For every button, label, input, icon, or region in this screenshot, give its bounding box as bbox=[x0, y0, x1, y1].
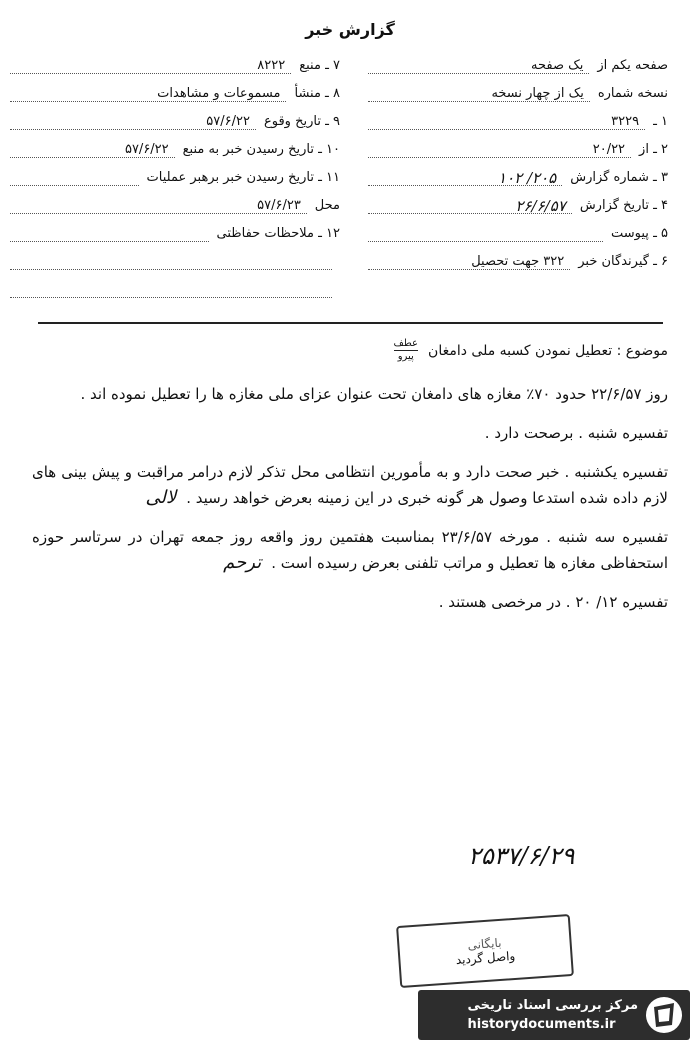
field-value: ۳۲۲ جهت تحصیل bbox=[368, 255, 570, 270]
field-label: ۱۰ ـ تاریخ رسیدن خبر به منبع bbox=[182, 142, 340, 157]
paragraph-text: تفسیره ۱۲/ ۲۰ . در مرخصی هستند . bbox=[438, 593, 668, 611]
header-right-row bbox=[368, 164, 668, 192]
field-label: ۱۲ ـ ملاحظات حفاظتی bbox=[216, 226, 340, 241]
report-paragraph bbox=[32, 590, 668, 615]
subject-line: موضوع : تعطیل نمودن کسبه ملی دامغان $\frac{\text{عطف}}{\text{پیرو}}$ bbox=[393, 338, 668, 362]
field-value bbox=[368, 227, 603, 242]
field-label: ۷ ـ منبع bbox=[299, 58, 340, 73]
header-left-row bbox=[10, 52, 340, 80]
field-label: ۸ ـ منشأ bbox=[294, 86, 340, 101]
report-paragraph bbox=[32, 382, 668, 407]
subject-text: تعطیل نمودن کسبه ملی دامغان bbox=[428, 342, 613, 359]
reference-top: عطف bbox=[393, 338, 419, 349]
header-left-row bbox=[10, 80, 340, 108]
archive-watermark bbox=[418, 990, 690, 1040]
header-right-row bbox=[368, 108, 668, 136]
document-title: گزارش خبر bbox=[305, 20, 395, 39]
handwritten-note: لالی bbox=[145, 487, 177, 508]
report-paragraph bbox=[32, 460, 668, 511]
field-label: ۵ ـ پیوست bbox=[611, 226, 668, 241]
report-paragraph bbox=[32, 525, 668, 576]
field-value bbox=[10, 227, 209, 242]
reference-fraction bbox=[394, 338, 419, 363]
field-value: ۳۲۲۹ bbox=[368, 115, 645, 130]
header-divider bbox=[38, 322, 663, 324]
header-left-row bbox=[10, 108, 340, 136]
header-right-row bbox=[368, 248, 668, 276]
header-left-row bbox=[10, 192, 340, 220]
field-label: نسخه شماره bbox=[597, 86, 668, 101]
header-right-row bbox=[368, 52, 668, 80]
subject-label: موضوع bbox=[625, 342, 668, 359]
header-left-row bbox=[10, 136, 340, 164]
field-value: یک از چهار نسخه bbox=[368, 87, 590, 102]
field-value: ۲۰۵/ ۱۰۲ bbox=[368, 171, 562, 186]
paragraph-text: تفسیره شنبه . برصحت دارد . bbox=[484, 424, 668, 442]
field-label: ۴ ـ تاریخ گزارش bbox=[579, 198, 668, 213]
reference-bottom: پیرو bbox=[397, 351, 414, 362]
paragraph-text: تفسیره سه شنبه . مورخه ۲۳/۶/۵۷ بمناسبت هفتمین روز واقعه روز جمعه تهران در سرتاسر حوزه استحفاظی مغازه ها تعطیل و مراتب تلفنی بعرض رسیده است . bbox=[32, 528, 668, 572]
stamp-line-1: بایگانی bbox=[467, 935, 502, 953]
watermark-name: مرکز بررسی اسناد تاریخی bbox=[467, 998, 638, 1013]
field-value: ۲۰/۲۲ bbox=[368, 143, 631, 158]
received-stamp bbox=[396, 914, 574, 988]
field-value: ۵۷/۶/۲۲ bbox=[10, 115, 256, 130]
header-right-row bbox=[368, 192, 668, 220]
header-left-row bbox=[10, 248, 340, 276]
field-label: صفحه یکم از bbox=[597, 58, 668, 73]
field-value bbox=[10, 255, 332, 270]
stamp-line-2: واصل گردید bbox=[455, 948, 516, 968]
field-label: ۶ ـ گیرندگان خبر bbox=[578, 254, 668, 269]
field-label: محل bbox=[314, 198, 340, 213]
field-label: ۳ ـ شماره گزارش bbox=[570, 170, 668, 185]
header-right-column bbox=[368, 52, 668, 276]
header-left-row bbox=[10, 276, 340, 304]
field-value: مسموعات و مشاهدات bbox=[10, 87, 286, 102]
header-left-row bbox=[10, 164, 340, 192]
field-label: ۹ ـ تاریخ وقوع bbox=[263, 114, 340, 129]
handwritten-date: ۲۵۳۷/۶/۲۹ bbox=[468, 842, 575, 870]
header-left-column bbox=[10, 52, 340, 304]
field-value: ۸۲۲۲ bbox=[10, 59, 291, 74]
field-label: ۱ ـ bbox=[653, 114, 668, 129]
header-right-row bbox=[368, 80, 668, 108]
field-value: ۵۷/۶/۲۳ bbox=[10, 199, 307, 214]
field-value: ۲۶/۶/۵۷ bbox=[368, 199, 572, 214]
watermark-url: historydocuments.ir bbox=[467, 1017, 616, 1032]
field-label: ۲ ـ از bbox=[639, 142, 668, 157]
field-label: ۱۱ ـ تاریخ رسیدن خبر برهبر عملیات bbox=[146, 170, 340, 185]
paragraph-text: تفسیره یکشنبه . خبر صحت دارد و به مأمورین انتظامی محل تذکر لازم درامر مراقبت و پیش بینی های لازم داده شده استدعا وصول هر گونه خبری در این زمینه بعرض خواهد رسید . bbox=[32, 463, 668, 507]
field-value bbox=[10, 283, 332, 298]
report-body bbox=[32, 382, 668, 629]
archive-logo-icon bbox=[644, 995, 684, 1035]
header-left-row bbox=[10, 220, 340, 248]
paragraph-text: روز ۲۲/۶/۵۷ حدود ۷۰٪ مغازه های دامغان تحت عنوان عزای ملی مغازه ها را تعطیل نموده اند . bbox=[80, 385, 668, 403]
field-value: ۵۷/۶/۲۲ bbox=[10, 143, 175, 158]
field-value: یک صفحه bbox=[368, 59, 589, 74]
handwritten-note: ترحم bbox=[223, 552, 262, 573]
header-right-row bbox=[368, 220, 668, 248]
report-paragraph bbox=[32, 421, 668, 446]
header-right-row bbox=[368, 136, 668, 164]
field-value bbox=[10, 171, 139, 186]
